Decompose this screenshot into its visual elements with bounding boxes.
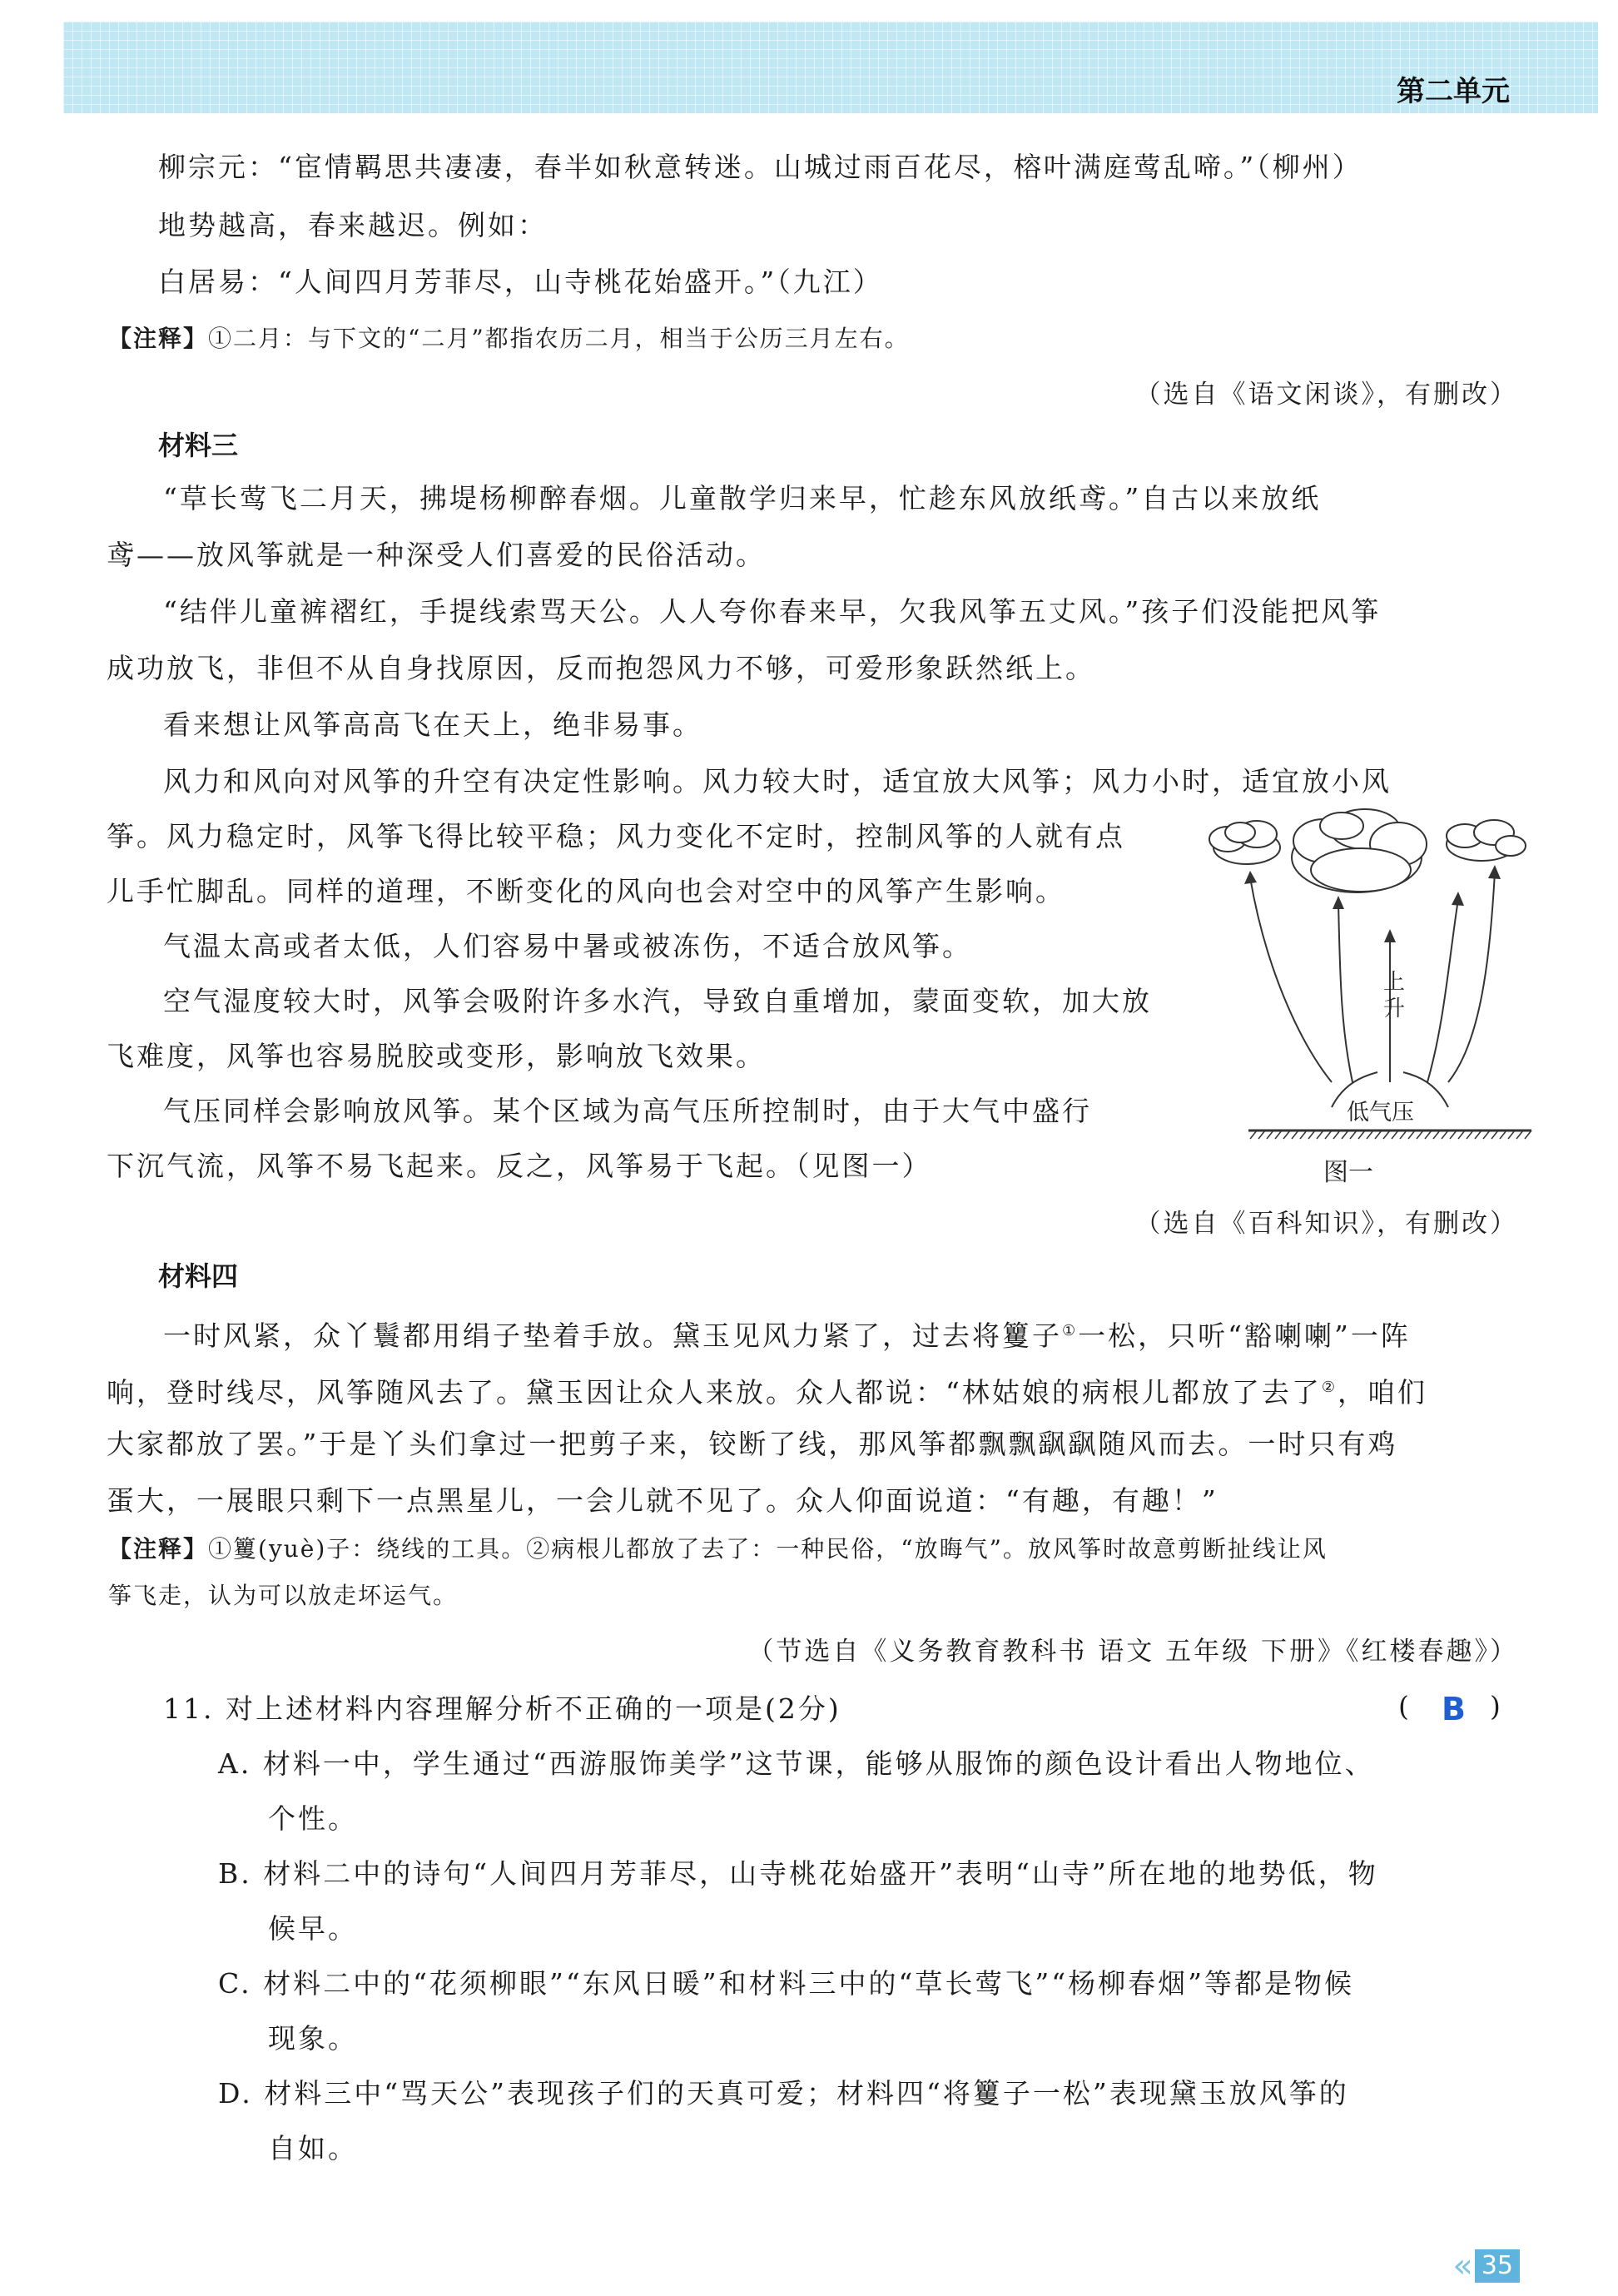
left-outer-arrow — [1250, 877, 1332, 1082]
m3-paragraph-4-line-2: 筝。风力稳定时，风筝飞得比较平稳；风力变化不定时，控制风筝的人就有点 — [107, 820, 1125, 852]
answer-paren-open: ( — [1398, 1690, 1409, 1722]
low-pressure-diagram — [1199, 808, 1548, 1149]
note-label: 【注释】 — [108, 1535, 209, 1563]
m3-paragraph-7-line-2: 下沉气流，风筝不易飞起来。反之，风筝易于飞起。（见图一） — [107, 1150, 932, 1182]
note-label: 【注释】 — [108, 325, 209, 352]
up-label-char-2: 升 — [1383, 996, 1406, 1021]
option-c-line-2: 现象。 — [268, 2022, 358, 2055]
center-cloud-icon — [1292, 809, 1427, 892]
note-text: ①二月：与下文的“二月”都指农历二月，相当于公历三月左右。 — [208, 325, 910, 352]
m3-paragraph-6-line-2: 飞难度，风筝也容易脱胶或变形，影响放飞效果。 — [107, 1040, 766, 1072]
m3-paragraph-1-line-1: “草长莺飞二月天，拂堤杨柳醉春烟。儿童散学归来早，忙趁东风放纸鸢。”自古以来放纸 — [163, 482, 1322, 514]
m3-paragraph-1-line-2: 鸢——放风筝就是一种深受人们喜爱的民俗活动。 — [107, 539, 766, 571]
section-title-4: 材料四 — [158, 1260, 239, 1292]
footnote-ref-2: ② — [1321, 1379, 1338, 1396]
poem-liu-zongyuan: 柳宗元：“宦情羁思共凄凄，春半如秋意转迷。山城过雨百花尽，榕叶满庭莺乱啼。”（柳州） — [158, 151, 1362, 183]
m4-line-2: 响，登时线尽，风筝随风去了。黛玉因让众人来放。众人都说：“林姑娘的病根儿都放了去了②，咱们 — [107, 1376, 1428, 1409]
option-b: B. 材料二中的诗句“人间四月芳菲尽，山寺桃花始盛开”表明“山寺”所在地的地势低，物 — [218, 1857, 1378, 1890]
question-number: 11. — [163, 1692, 215, 1725]
option-c: C. 材料二中的“花须柳眼”“东风日暖”和材料三中的“草长莺飞”“杨柳春烟”等都是物候 — [218, 1967, 1355, 2000]
m3-paragraph-2-line-1: “结伴儿童裤褶红，手提线索骂天公。人人夸你春来早，欠我风筝五丈风。”孩子们没能把风筝 — [163, 595, 1382, 628]
m3-paragraph-5: 气温太高或者太低，人们容易中暑或被冻伤，不适合放风筝。 — [163, 930, 972, 962]
m3-paragraph-4-line-1: 风力和风向对风筝的升空有决定性影响。风力较大时，适宜放大风筝；风力小时，适宜放小风 — [163, 765, 1392, 798]
m4-line-3: 大家都放了罢。”于是丫头们拿过一把剪子来，铰断了线，那风筝都飘飘飖飖随风而去。一时只有鸡 — [107, 1428, 1398, 1460]
right-cloud-icon — [1447, 820, 1526, 861]
page-number: « 35 — [1430, 2248, 1520, 2284]
section-title-3: 材料三 — [158, 430, 239, 461]
figure-caption: 图一 — [1323, 1158, 1373, 1187]
m3-paragraph-7-line-1: 气压同样会影响放风筝。某个区域为高气压所控制时，由于大气中盛行 — [163, 1095, 1092, 1127]
unit-title: 第二单元 — [1397, 75, 1510, 108]
double-chevron-left-icon: « — [1452, 2247, 1473, 2285]
source-4: （节选自《义务教育教科书 语文 五年级 下册》《红楼春趣》） — [747, 1637, 1518, 1667]
option-a-line-2: 个性。 — [268, 1802, 358, 1835]
note-2: 【注释】①籰(yuè)子：绕线的工具。②病根儿都放了去了：一种民俗，“放晦气”。放风筝时故意剪断扯线让风 — [108, 1535, 1328, 1563]
note-2-line-2: 筝飞走，认为可以放走坏运气。 — [108, 1582, 459, 1609]
question-stem: 11. 对上述材料内容理解分析不正确的一项是(2分) — [163, 1692, 841, 1725]
m3-paragraph-6-line-1: 空气湿度较大时，风筝会吸附许多水汽，导致自重增加，蒙面变软，加大放 — [163, 985, 1152, 1017]
source-1: （选自《语文闲谈》，有删改） — [1134, 380, 1518, 410]
note-1 — [108, 315, 910, 363]
m3-paragraph-3: 看来想让风筝高高飞在天上，绝非易事。 — [163, 708, 702, 741]
source-3: （选自《百科知识》，有删改） — [1134, 1209, 1518, 1239]
m4-line-4: 蛋大，一展眼只剩下一点黑星儿，一会儿就不见了。众人仰面说道：“有趣，有趣！” — [107, 1484, 1218, 1517]
option-a: A. 材料一中，学生通过“西游服饰美学”这节课，能够从服饰的颜色设计看出人物地位、 — [218, 1747, 1375, 1780]
option-b-line-2: 候早。 — [268, 1912, 358, 1945]
m3-paragraph-2-line-2: 成功放飞，非但不从自身找原因，反而抱怨风力不够，可爱形象跃然纸上。 — [107, 652, 1095, 684]
left-cloud-icon — [1209, 821, 1280, 864]
m4-line-1: 一时风紧，众丫鬟都用绢子垫着手放。黛玉见风力紧了，过去将籰子①一松，只听“豁喇喇”一阵 — [163, 1319, 1411, 1352]
up-label-char-1: 上 — [1383, 970, 1406, 995]
option-d: D. 材料三中“骂天公”表现孩子们的天真可爱；材料四“将籰子一松”表现黛玉放风筝的 — [218, 2077, 1349, 2110]
answer-letter: B — [1442, 1691, 1466, 1727]
right-inner-arrow — [1427, 899, 1458, 1082]
altitude-statement: 地势越高，春来越迟。例如： — [158, 209, 548, 241]
low-pressure-label: 低气压 — [1347, 1100, 1414, 1126]
poem-bai-juyi: 白居易：“人间四月芳菲尽，山寺桃花始盛开。”（九江） — [158, 266, 883, 298]
footnote-ref-1: ① — [1062, 1322, 1079, 1339]
option-d-line-2: 自如。 — [268, 2132, 358, 2164]
left-inner-arrow — [1338, 903, 1352, 1082]
header-band — [63, 22, 1598, 113]
answer-paren-close: ) — [1490, 1690, 1501, 1722]
m3-paragraph-4-line-3: 儿手忙脚乱。同样的道理，不断变化的风向也会对空中的风筝产生影响。 — [107, 875, 1065, 907]
